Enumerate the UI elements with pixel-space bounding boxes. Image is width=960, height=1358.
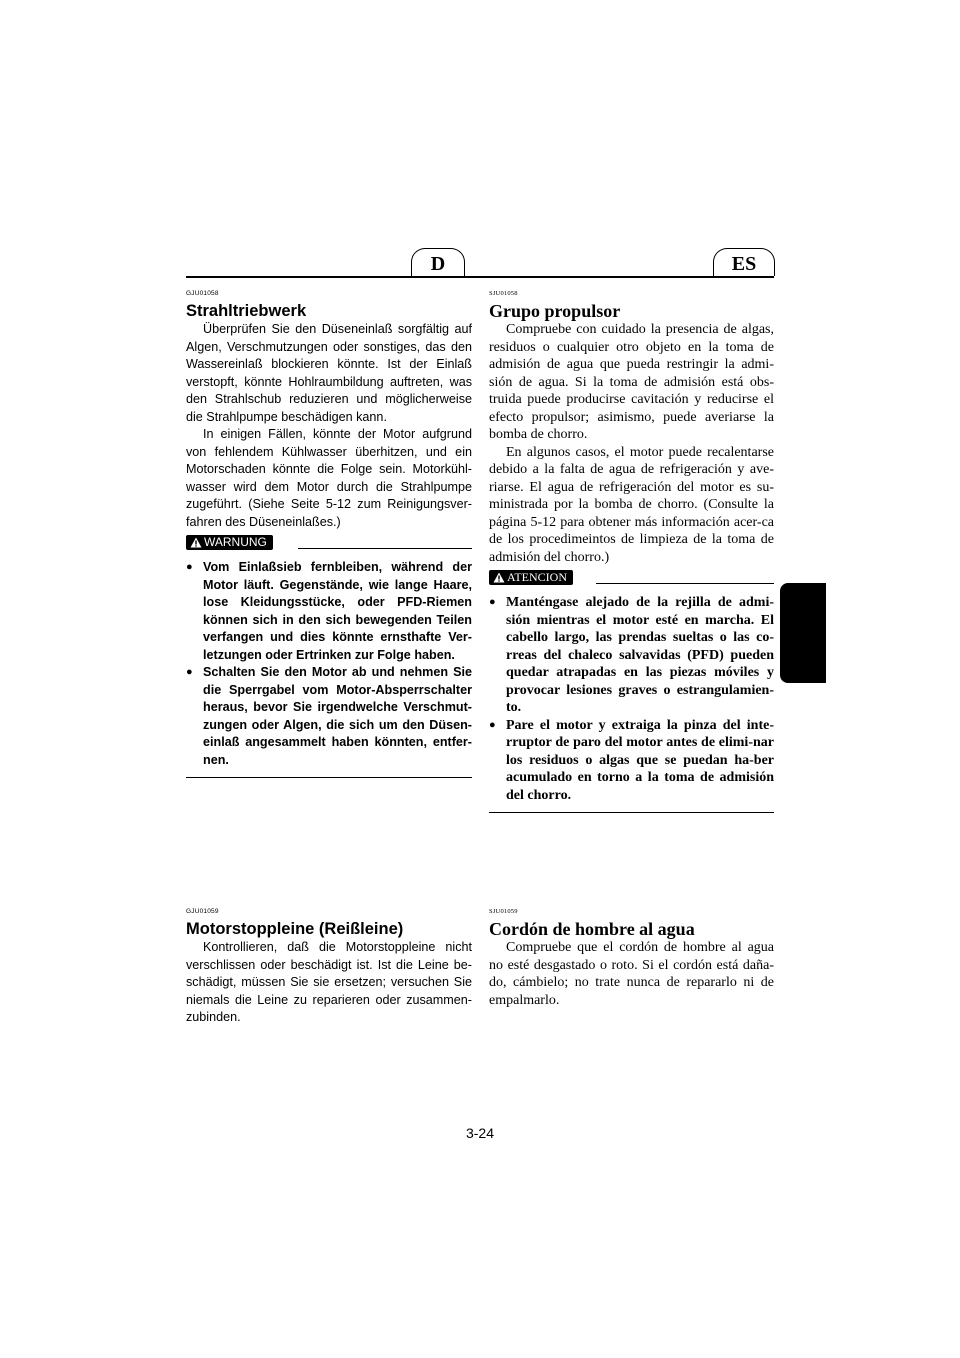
warning-rule — [596, 583, 774, 584]
warning-end-rule — [489, 812, 774, 813]
warning-item: ● Vom Einlaßsieb fernbleiben, während der Motor läuft. Gegenstände, wie lange Haare, lose Kleidungsstücke, oder PFD-Riemen können sich in den sich bewegenden Teilen verfangen und dies könnte ernsthafte Ver-letzungen oder Ertrinken zur Folge haben. — [186, 560, 472, 662]
section-title: Strahltriebwerk — [186, 302, 307, 320]
body-paragraph: En algunos casos, el motor puede recalentarse debido a la falta de agua de refrigeración y ave-riarse. El agua de refrigeración del motor es su-ministrada por la bomba de chorro. (Consulte la página 5-12 para obtener más información acer-ca de los procedimeintos de limpieza de la toma de admisión del chorro.) — [489, 444, 774, 565]
de-section-jet-pump — [186, 290, 472, 778]
section-title: Motorstoppleine (Reißleine) — [186, 920, 404, 938]
es-section-jet-pump — [489, 290, 774, 813]
bullet-icon: ● — [186, 666, 193, 678]
warning-header — [489, 570, 774, 588]
warning-item: ● Pare el motor y extraiga la pinza del inte-rruptor de paro del motor antes de elimi-nar los residuos o algas que se puedan ha-ber acumulado en torno a la toma de admisión del chorro. — [489, 717, 774, 803]
warning-triangle-icon — [493, 572, 505, 583]
bullet-icon: ● — [489, 596, 496, 608]
warning-item: ● Schalten Sie den Motor ab und nehmen Sie die Sperrgabel vom Motor-Absperrschalter heraus, bevor Sie irgendwelche Verschmut-zungen oder Algen, die sich um den Düsen-einlaß angesammelt haben könnten, entfer-nen. — [186, 665, 472, 767]
section-title: Grupo propulsor — [489, 301, 621, 321]
warning-list — [186, 559, 472, 769]
warning-list — [489, 594, 774, 804]
bullet-icon: ● — [489, 718, 496, 731]
chapter-thumb-tab — [780, 583, 826, 683]
de-section-lanyard — [186, 908, 472, 1027]
body-paragraph: Überprüfen Sie den Düseneinlaß sorgfältig auf Algen, Verschmutzungen oder sonstiges, das den Wassereinlaß blockieren könnte. Ist der Einlaß verstopft, könnte Hohlraumbildung auftreten, was den Strahlschub reduzieren und möglicherweise die Strahlpumpe beschädigen kann. — [186, 322, 472, 424]
body-paragraph: Compruebe que el cordón de hombre al agua no esté desgastado o roto. Si el cordón está daña-do, cámbielo; no trate nunca de repararlo ni de empalmarlo. — [489, 940, 774, 1008]
warning-label — [489, 570, 573, 585]
section-code: SJU01059 — [489, 908, 518, 915]
warning-rule — [298, 548, 472, 549]
es-section-lanyard — [489, 908, 774, 1009]
warning-end-rule — [186, 777, 472, 778]
section-code: SJU01058 — [489, 290, 518, 297]
warning-triangle-icon — [190, 537, 202, 548]
body-paragraph: Kontrollieren, daß die Motorstoppleine nicht verschlissen oder beschädigt ist. Ist die Leine be-schädigt, müssen Sie sie ersetzen; versuchen Sie niemals die Leine zu reparieren oder zusammen-zubinden. — [186, 940, 472, 1024]
section-code: GJU01058 — [186, 290, 219, 297]
warning-header — [186, 535, 472, 553]
section-code: GJU01059 — [186, 908, 219, 915]
header-rule — [186, 276, 774, 278]
warning-label — [186, 535, 273, 550]
language-tab-es: ES — [713, 248, 775, 276]
bullet-icon: ● — [186, 561, 193, 573]
language-tab-de: D — [411, 248, 465, 276]
warning-label-text: ATENCION — [507, 570, 567, 584]
warning-label-text: WARNUNG — [204, 535, 267, 549]
warning-item: ● Manténgase alejado de la rejilla de admi-sión mientras el motor esté en marcha. El cabello largo, las prendas sueltas o las co-rreas del chaleco salvavidas (PFD) pueden quedar atrapadas en las piezas móviles y provocar lesiones graves o estrangulamien-to. — [489, 595, 774, 715]
body-paragraph: Compruebe con cuidado la presencia de algas, residuos o cualquier otro objeto en la toma de admisión de agua que pueda restringir la admi-sión de agua. Si la toma de admisión está obs-truida puede producirse cavitación y reducirse el efecto propulsor; asimismo, puede averiarse la bomba de chorro. — [489, 322, 774, 442]
body-paragraph: In einigen Fällen, könnte der Motor aufgrund von fehlendem Kühlwasser überhitzen, und ein Motorschaden könnte die Folge sein. Motorkühl-wasser wird dem Motor durch die Strahlpumpe zugeführt. (Siehe Seite 5-12 zum Reinigungsver-fahren des Düseneinlaßes.) — [186, 427, 472, 529]
section-title: Cordón de hombre al agua — [489, 919, 695, 939]
page-number: 3-24 — [465, 1125, 495, 1141]
